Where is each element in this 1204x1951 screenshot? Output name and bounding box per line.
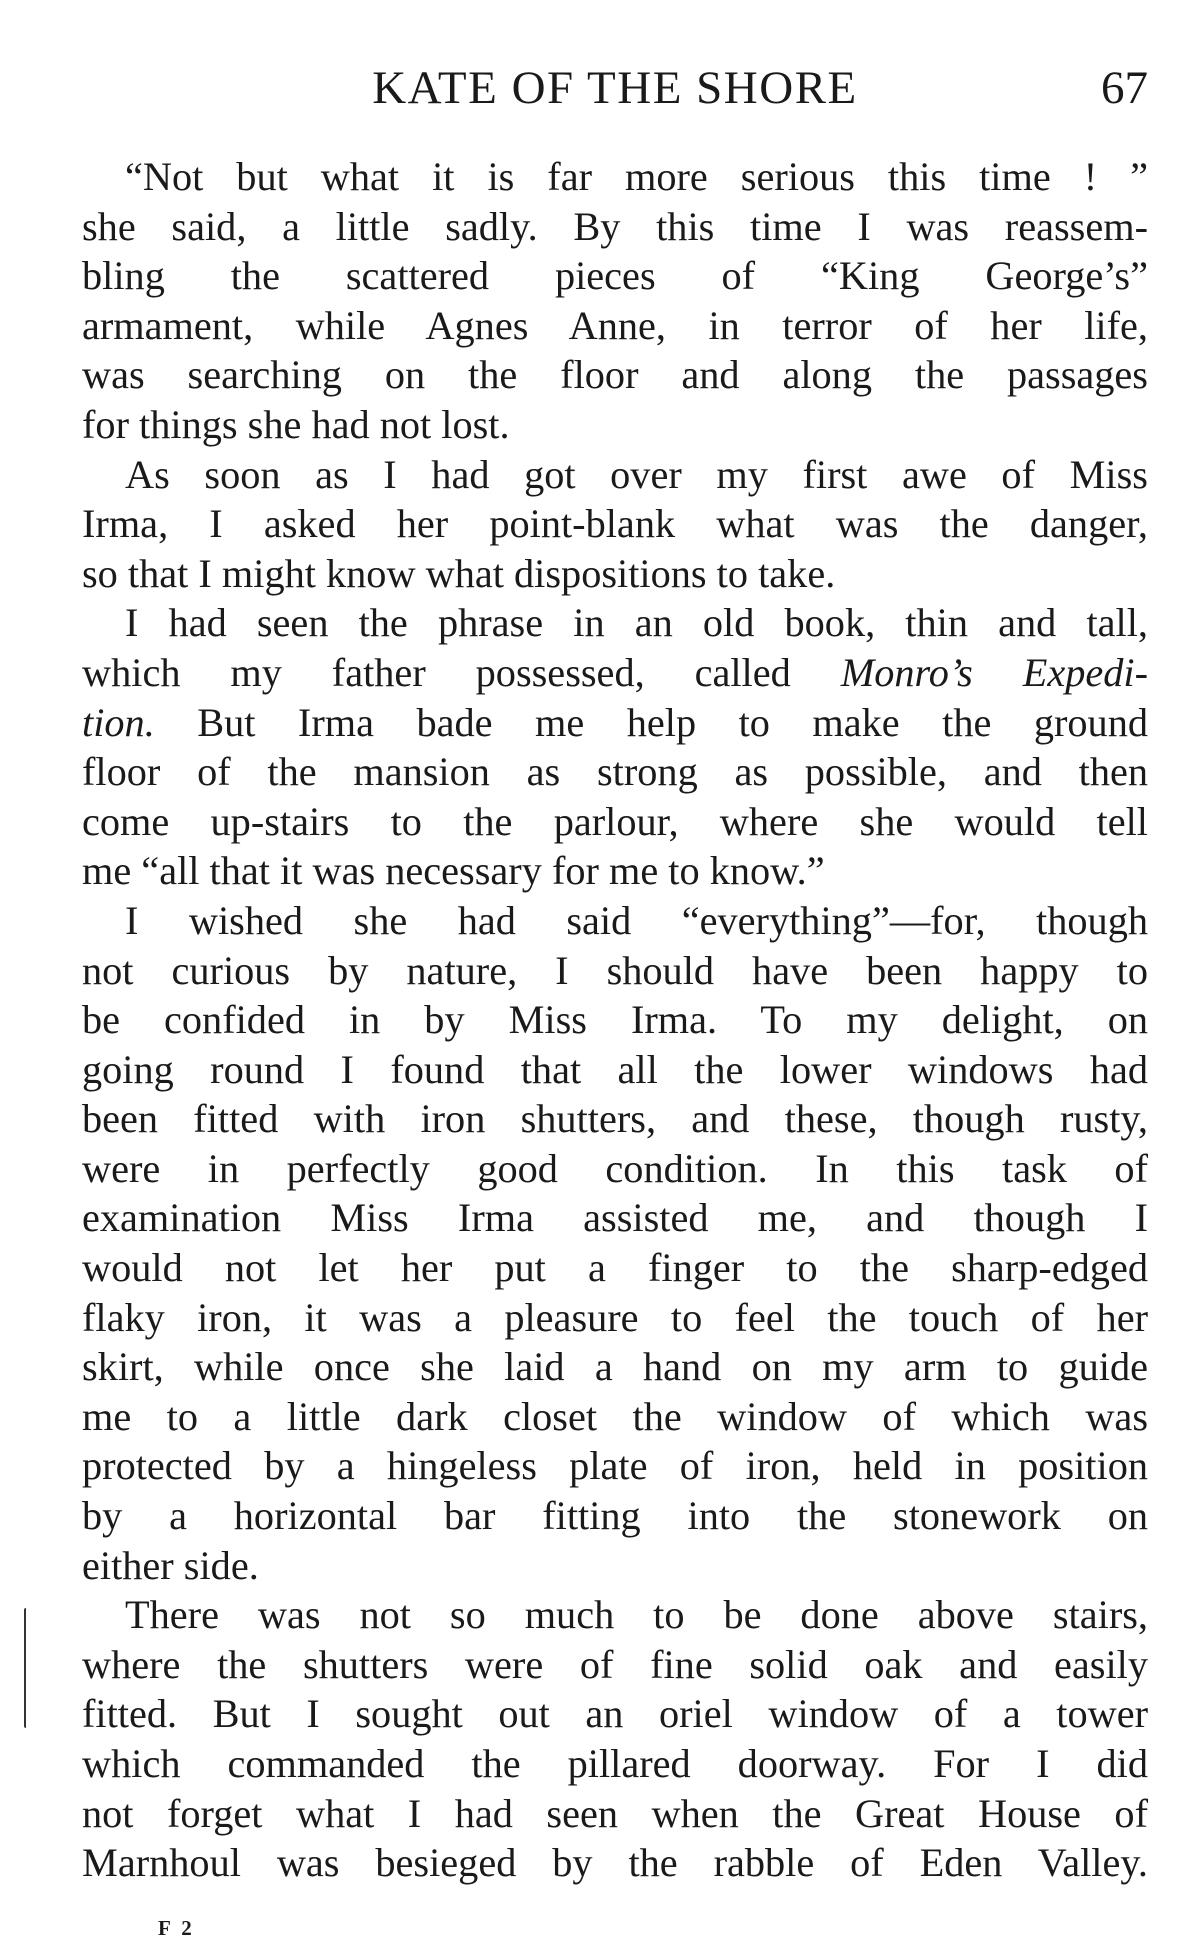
text-line: so that I might know what dispositions to take. <box>82 550 836 596</box>
text-segment: But Irma bade me help to make the ground <box>154 699 1148 745</box>
text-line: I had seen the phrase in an old book, thin and tall, <box>125 600 1148 646</box>
text-line: be confided in by Miss Irma. To my delight, on <box>82 997 1148 1043</box>
text-line: me “all that it was necessary for me to know.” <box>82 848 825 894</box>
text-line: which commanded the pillared doorway. For I did <box>82 1741 1148 1786</box>
text-line: going round I found that all the lower windows had <box>82 1046 1148 1092</box>
text-line: either side. <box>82 1542 259 1588</box>
text-line: examination Miss Irma assisted me, and though I <box>82 1195 1148 1241</box>
text-line: where the shutters were of fine solid oak and easily <box>82 1641 1148 1687</box>
text-line: not forget what I had seen when the Great House of <box>82 1790 1148 1836</box>
text-line: was searching on the floor and along the passages <box>82 352 1148 398</box>
running-title: KATE OF THE SHORE <box>372 62 858 114</box>
text-line: for things she had not lost. <box>82 401 510 447</box>
text-line: Irma, I asked her point-blank what was the danger, <box>82 501 1148 547</box>
text-line: bling the scattered pieces of “King George’s” <box>82 253 1148 299</box>
body-text <box>82 152 1148 1888</box>
text-line: Marnhoul was besieged by the rabble of Eden Valley. <box>82 1840 1148 1886</box>
text-line: come up-stairs to the parlour, where she would tell <box>82 798 1148 844</box>
text-line: protected by a hingeless plate of iron, held in position <box>82 1443 1148 1489</box>
text-line <box>82 648 1148 698</box>
running-head <box>82 58 1148 118</box>
text-line <box>82 698 1148 748</box>
text-line: As soon as I had got over my first awe of Miss <box>125 451 1148 497</box>
book-title-italic: Monro’s Expedi- <box>840 649 1148 695</box>
book-title-italic: tion. <box>82 699 155 745</box>
page-number: 67 <box>1101 62 1148 114</box>
text-line: me to a little dark closet the window of which was <box>82 1393 1148 1439</box>
text-line: she said, a little sadly. By this time I was reassem- <box>82 203 1148 249</box>
text-line: not curious by nature, I should have been happy to <box>82 947 1148 993</box>
margin-pencil-mark <box>24 1608 29 1728</box>
text-line: flaky iron, it was a pleasure to feel the touch of her <box>82 1294 1148 1340</box>
text-line: been fitted with iron shutters, and these, though rusty, <box>82 1096 1148 1142</box>
signature-mark: F 2 <box>158 1916 195 1940</box>
text-line: I wished she had said “everything”—for, though <box>125 897 1148 943</box>
text-line: “Not but what it is far more serious this time ! ” <box>125 154 1148 199</box>
text-line: floor of the mansion as strong as possible, and then <box>82 749 1148 795</box>
text-line: were in perfectly good condition. In this task of <box>82 1145 1148 1191</box>
text-line: armament, while Agnes Anne, in terror of her life, <box>82 302 1148 348</box>
text-line: skirt, while once she laid a hand on my arm to guide <box>82 1344 1148 1390</box>
text-line: by a horizontal bar fitting into the stonework on <box>82 1493 1148 1539</box>
text-line: would not let her put a finger to the sharp-edged <box>82 1245 1148 1291</box>
text-segment: which my father possessed, called <box>82 649 841 695</box>
text-line: There was not so much to be done above stairs, <box>125 1592 1148 1638</box>
text-line: fitted. But I sought out an oriel window of a tower <box>82 1691 1148 1737</box>
